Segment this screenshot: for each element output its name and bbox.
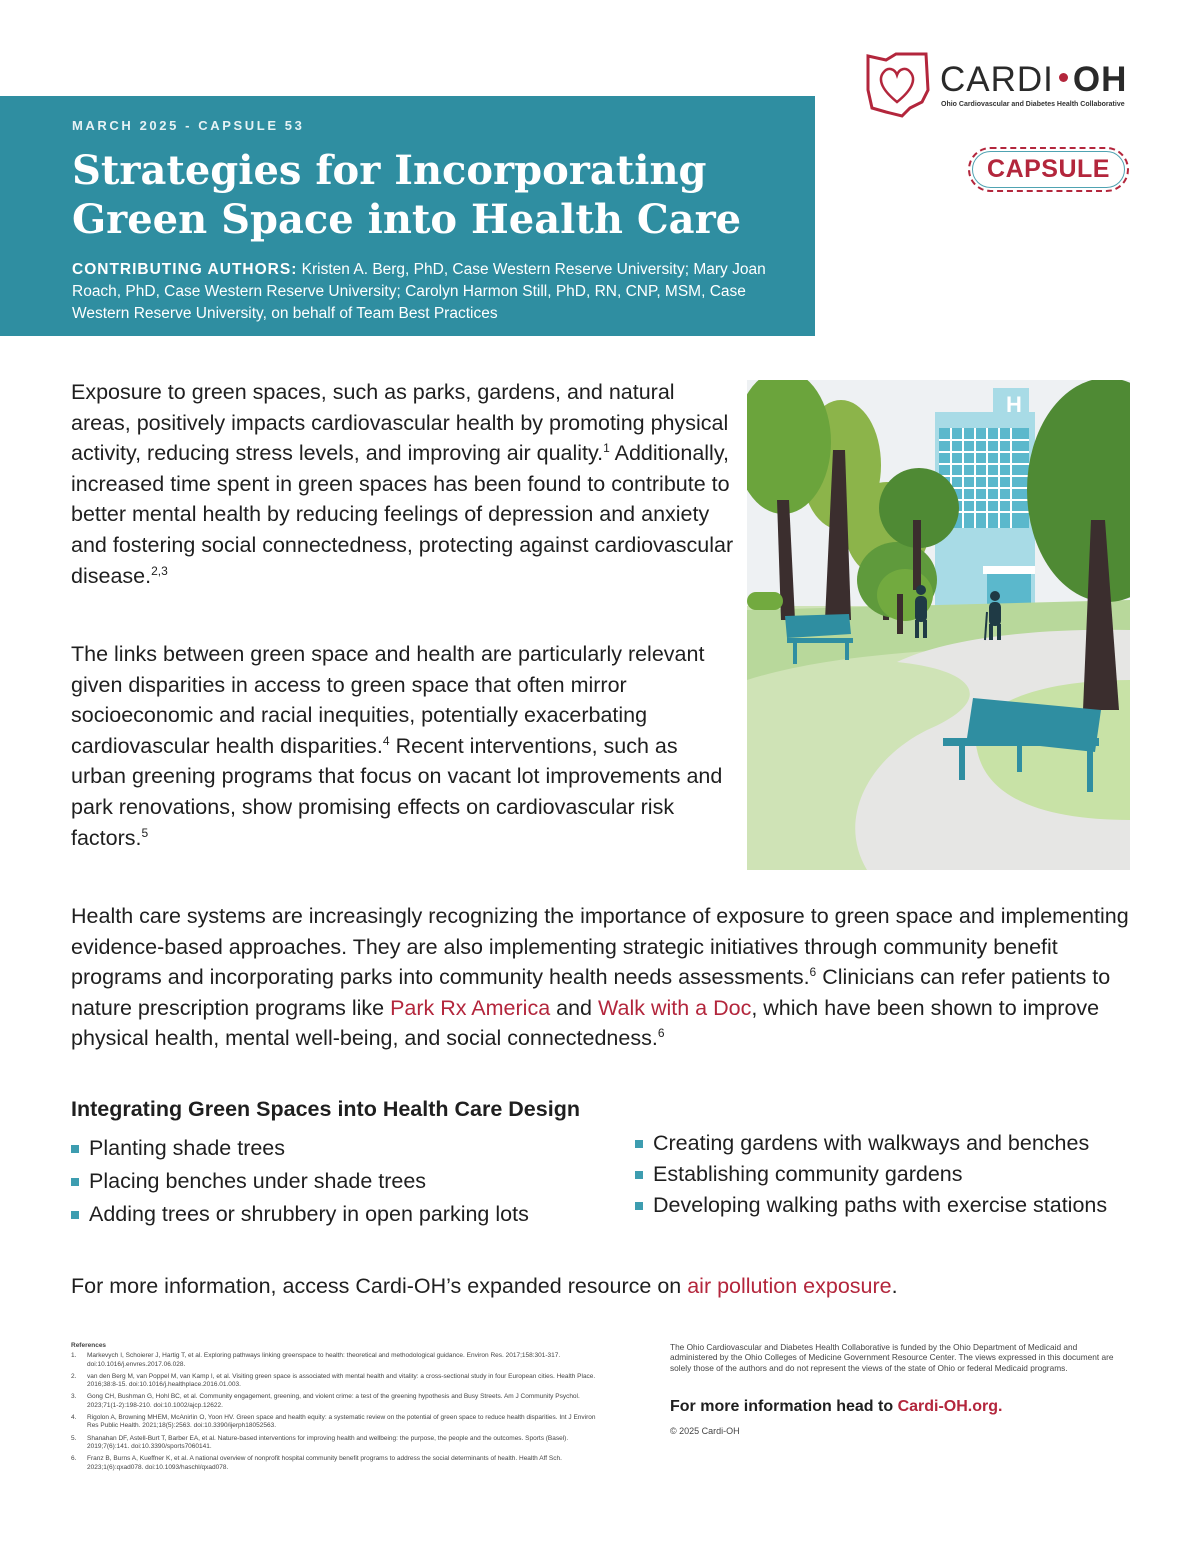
ohio-heart-icon [868, 54, 928, 116]
logo-name-part2: OH [1072, 60, 1128, 99]
para3-text-b: Clinicians can refer patients to nature prescription programs like [71, 965, 1111, 1020]
citation: 2,3 [151, 563, 168, 578]
logo-name-part1: CARDI [940, 60, 1054, 99]
reference-item: 4. Rigolon A, Browning MHEM, McAnirlin O, Yoon HV. Green space and health equity: a systematic review on the potential of green space to reduce health disparities. Int J Environ Res Public Health. 2021;18(5):2563. doi:10.3390/ijerph18052563. [71, 1414, 596, 1430]
funding-statement: The Ohio Cardiovascular and Diabetes Health Collaborative is funded by the Ohio Department of Medicaid and administered by the Ohio Colleges of Medicine Government Resource Center. The views expressed in this document are solely those of the authors and do not represent the views of the state of Ohio or federal Medicaid programs. [670, 1342, 1114, 1373]
citation: 1 [603, 441, 610, 456]
list-item: Placing benches under shade trees [70, 1166, 529, 1197]
logo-wordmark [940, 60, 1127, 100]
logo-subtitle: Ohio Cardiovascular and Diabetes Health Collaborative [941, 101, 1125, 108]
list-item: Planting shade trees [70, 1133, 529, 1164]
para2-text-a: The links between green space and health are particularly relevant given disparities in access to green space that often mirror socioeconomic and racial inequities, potentially exacerbating cardiovascular health disparities. [71, 642, 705, 758]
references-heading: References [71, 1342, 107, 1349]
more-info-suffix: . [891, 1274, 898, 1298]
para1-text-a: Exposure to green spaces, such as parks, gardens, and natural areas, positively impacts cardiovascular health by promoting physical activity, reducing stress levels, and improving air quality. [71, 380, 729, 466]
reference-item: 2. van den Berg M, van Poppel M, van Kamp I, et al. Visiting green space is associated with mental health and vitality: a cross-sectional study in four European cities. Health Place. 2016;38:8-15. doi:10.1016/j.healthplace.2016.01.003. [71, 1372, 596, 1389]
references [71, 1342, 606, 1476]
reference-item: 6. Franz B, Burns A, Kueffner K, et al. A national overview of nonprofit hospital community benefit programs to address the social determinants of health. Health Aff Sch. 2023;1(6):qxad078. doi:10.1093/haschl/qxad078. [71, 1455, 562, 1471]
reference-item: 1. Markevych I, Schoierer J, Hartig T, et al. Exploring pathways linking greenspace to health: theoretical and methodological guidance. Environ Res. 2017;158:301-317. doi:10.1016/j.envres.2017.06.028. [71, 1352, 561, 1368]
section-heading: Integrating Green Spaces into Health Care Design [71, 1097, 580, 1121]
para1-text-b: Additionally, increased time spent in green spaces has been found to contribute to better mental health by reducing feelings of depression and anxiety and fostering social connectedness, protecting against cardiovascular disease. [71, 441, 734, 588]
citation: 5 [141, 825, 149, 840]
hospital-sign: H [1006, 392, 1022, 417]
reference-item: 5. Shanahan DF, Astell-Burt T, Barber EA, et al. Nature-based interventions for improving health and wellbeing: the purpose, the people and the outcomes. Sports (Basel). 2019;7(6):141. doi:10.3390/sports7060141. [71, 1434, 569, 1450]
citation: 4 [382, 733, 390, 748]
capsule-badge: CAPSULE [972, 151, 1125, 188]
strategy-list-right [634, 1128, 1174, 1221]
para3-text-d: , which have been shown to improve physical health, mental well-being, and social connectedness. [71, 995, 1100, 1051]
disparities-paragraph [71, 639, 736, 853]
logo-dot [1059, 73, 1068, 82]
website-callout [670, 1398, 1002, 1416]
cardi-oh-website-link[interactable]: Cardi-OH.org. [897, 1398, 1003, 1415]
more-info-line [71, 1274, 898, 1299]
walk-with-a-doc-link[interactable]: Walk with a Doc [598, 995, 752, 1020]
authors-text: Kristen A. Berg, PhD, Case Western Reserve University; Mary Joan Roach, PhD, Case Western Reserve University; Carolyn Harmon Still, PhD, RN, CNP, MSM, Case Western Reserve University, on behalf of Team Best Practices [72, 261, 766, 322]
list-item: Adding trees or shrubbery in open parking lots [70, 1199, 529, 1230]
intro-paragraph [71, 377, 736, 591]
strategy-list-left [70, 1133, 529, 1232]
list-item: Creating gardens with walkways and benches [634, 1128, 1174, 1159]
issue-label: MARCH 2025 - CAPSULE 53 [72, 118, 305, 133]
para3-text-a: Health care systems are increasingly recognizing the importance of exposure to green space and implementing evidence-based approaches. They are also implementing strategic initiatives through community benefit programs and incorporating parks into community health needs assessments. [71, 904, 1129, 990]
website-callout-prefix: For more information head to [670, 1398, 898, 1415]
para3-text-c: and [550, 995, 598, 1020]
more-info-prefix: For more information, access Cardi-OH’s expanded resource on [71, 1274, 688, 1298]
air-pollution-exposure-link[interactable]: air pollution exposure [687, 1274, 892, 1298]
title-line-1: Strategies for Incorporating [72, 147, 707, 194]
copyright: © 2025 Cardi-OH [670, 1426, 740, 1436]
health-systems-paragraph [71, 901, 1151, 1054]
reference-item: 3. Gong CH, Bushman G, Hohl BC, et al. Community engagement, greening, and violent crime: a test of the greening hypothesis and Busy Streets. Am J Community Psychol. 2023;71(1-2):198-210. doi:10.1002/ajcp.12622. [71, 1393, 580, 1409]
park-hospital-illustration [747, 380, 1130, 870]
contributing-authors [72, 259, 802, 325]
authors-label: CONTRIBUTING AUTHORS: [72, 261, 298, 278]
title-line-2: Green Space into Health Care [72, 196, 742, 243]
references-list [71, 1352, 606, 1472]
para2-text-b: Recent interventions, such as urban greening programs that focus on vacant lot improvements and park renovations, show promising effects on cardiovascular risk factors. [71, 733, 723, 850]
citation: 6 [657, 1026, 665, 1041]
citation: 6 [809, 965, 817, 980]
list-item: Establishing community gardens [634, 1159, 1174, 1190]
page-title [72, 146, 792, 244]
list-item: Developing walking paths with exercise stations [634, 1190, 1174, 1221]
park-rx-america-link[interactable]: Park Rx America [390, 995, 551, 1020]
